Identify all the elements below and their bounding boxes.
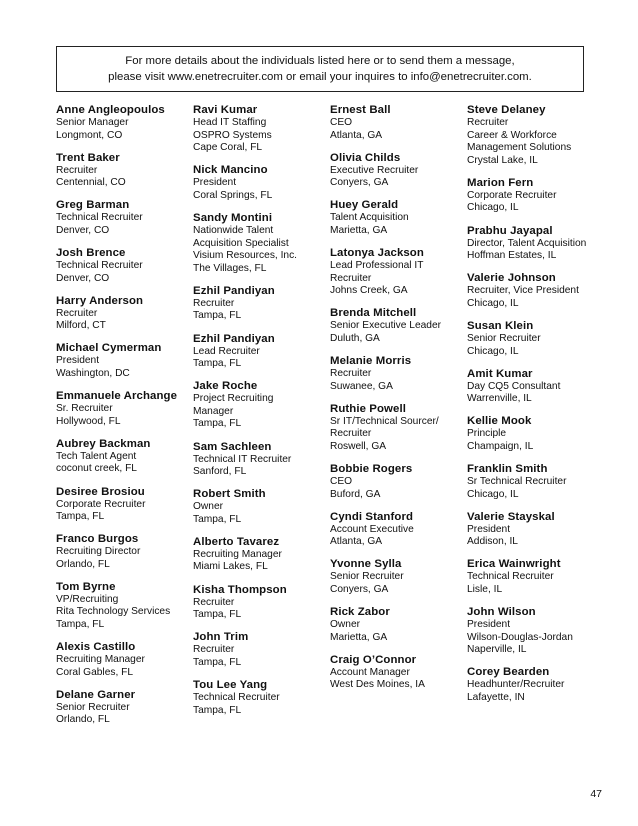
person-detail-line: Senior Manager [56, 117, 129, 128]
person-name: Franco Burgos [56, 533, 139, 546]
person-name: Desiree Brosiou [56, 485, 145, 498]
directory-entry [193, 103, 330, 155]
directory-entry [56, 688, 193, 727]
notice-line-2: please visit www.enetrecruiter.com or email your inquires to info@enetrecruiter.com. [108, 71, 532, 83]
person-name: Ernest Ball [330, 104, 391, 116]
person-detail-line: Technical IT Recruiter [193, 453, 292, 465]
contact-notice-box [56, 46, 584, 92]
directory-entry [193, 163, 330, 202]
person-detail-line: Suwanee, GA [330, 380, 393, 392]
person-name: Valerie Stayskal [467, 510, 555, 523]
person-name: Erica Wainwright [467, 558, 561, 571]
person-detail-line: Lafayette, IN [467, 691, 525, 703]
person-detail-line: Senior Recruiter [467, 332, 541, 344]
directory-entry [193, 630, 330, 669]
person-detail-line: OSPRO Systems [193, 129, 272, 141]
directory-entry [56, 246, 193, 285]
person-detail-line: Chicago, IL [467, 297, 519, 309]
person-name: Delane Garner [56, 688, 136, 701]
person-name: Cyndi Stanford [330, 510, 414, 523]
person-detail-line: Atlanta, GA [330, 129, 383, 141]
person-name: Alberto Tavarez [193, 535, 280, 548]
person-detail-line: Tampa, FL [193, 310, 242, 322]
directory-entry [193, 332, 330, 371]
person-name: Ezhil Pandiyan [193, 284, 275, 297]
person-detail-line: Project Recruiting [193, 393, 274, 405]
person-detail-line: Lead Professional IT [330, 260, 424, 272]
person-detail-line: Manager [193, 405, 234, 417]
directory-entry [330, 557, 467, 596]
person-detail-line: Headhunter/Recruiter [467, 679, 565, 691]
person-detail-line: Tech Talent Agent [56, 450, 137, 462]
directory-entry [56, 151, 193, 190]
person-detail-line: Career & Workforce [467, 129, 557, 141]
person-detail-line: Sr IT/Technical Sourcer/ [330, 415, 439, 427]
person-detail-line: President [467, 523, 511, 535]
person-detail-line: Addison, IL [467, 536, 518, 548]
person-detail-line: Talent Acquisition [330, 212, 409, 224]
person-detail-line: Tampa, FL [193, 513, 242, 525]
person-name: Corey Bearden [467, 666, 550, 679]
person-name: Olivia Childs [330, 151, 401, 164]
directory-entry [193, 678, 330, 717]
directory-entry [330, 510, 467, 549]
person-detail-line: Tampa, FL [193, 704, 242, 716]
person-name: Huey Gerald [330, 199, 399, 212]
directory-entry [467, 319, 596, 358]
person-name: Michael Cymerman [56, 342, 162, 355]
person-detail-line: Denver, CO [56, 272, 110, 284]
person-detail-line: Johns Creek, GA [330, 285, 408, 297]
directory-entry [56, 580, 193, 632]
person-detail-line: Head IT Staffing [193, 117, 267, 128]
person-detail-line: Miami Lakes, FL [193, 561, 268, 573]
directory-entry [330, 354, 467, 393]
person-name: Trent Baker [56, 151, 120, 164]
person-name: Kellie Mook [467, 415, 532, 428]
person-detail-line: Wilson-Douglas-Jordan [467, 631, 573, 643]
person-detail-line: Acquisition Specialist [193, 237, 289, 249]
person-name: Sandy Montini [193, 211, 273, 224]
person-detail-line: Roswell, GA [330, 440, 387, 452]
person-name: Marion Fern [467, 176, 534, 189]
person-detail-line: Buford, GA [330, 488, 381, 500]
person-detail-line: Sr Technical Recruiter [467, 476, 567, 487]
person-detail-line: Recruiter [193, 297, 235, 309]
person-detail-line: West Des Moines, IA [330, 679, 425, 691]
person-name: Amit Kumar [467, 367, 533, 380]
person-detail-line: Chicago, IL [467, 345, 519, 357]
person-name: John Wilson [467, 606, 536, 619]
directory-entry [467, 605, 596, 657]
person-name: Alexis Castillo [56, 641, 136, 654]
person-name: Ravi Kumar [193, 104, 258, 116]
person-detail-line: Recruiting Manager [56, 654, 145, 666]
directory-entry [193, 440, 330, 479]
directory-entry [193, 379, 330, 431]
directory-entry [56, 389, 193, 428]
person-name: Anne Angleopoulos [56, 104, 165, 116]
person-name: Ezhil Pandiyan [193, 332, 275, 345]
person-detail-line: Corporate Recruiter [467, 189, 557, 201]
person-detail-line: Conyers, GA [330, 177, 389, 189]
directory-entry [193, 535, 330, 574]
person-detail-line: Director, Talent Acquisition [467, 237, 587, 249]
directory-column-1 [56, 103, 193, 736]
directory-entry [467, 462, 596, 501]
directory-entry [56, 103, 193, 142]
person-name: Tou Lee Yang [193, 678, 268, 691]
person-detail-line: Cape Coral, FL [193, 142, 263, 154]
person-name: Steve Delaney [467, 104, 546, 116]
person-name: Latonya Jackson [330, 247, 424, 260]
person-detail-line: Conyers, GA [330, 583, 389, 595]
directory-entry [56, 294, 193, 333]
directory-entry [56, 640, 193, 679]
directory-entry [467, 271, 596, 310]
person-name: Kisha Thompson [193, 583, 287, 596]
directory-entry [330, 402, 467, 454]
person-name: Josh Brence [56, 247, 126, 260]
person-detail-line: Longmont, CO [56, 129, 123, 141]
person-detail-line: Technical Recruiter [56, 260, 143, 272]
person-detail-line: Rita Technology Services [56, 606, 171, 618]
person-detail-line: Recruiter [330, 272, 372, 284]
person-detail-line: Tampa, FL [193, 418, 242, 430]
person-detail-line: Recruiting Director [56, 546, 141, 558]
person-detail-line: President [56, 355, 100, 367]
person-name: Prabhu Jayapal [467, 224, 553, 237]
person-detail-line: Chicago, IL [467, 202, 519, 214]
person-name: Robert Smith [193, 488, 266, 501]
person-name: Aubrey Backman [56, 437, 151, 450]
person-detail-line: Recruiter [330, 428, 372, 440]
directory-column-2 [193, 103, 330, 736]
person-detail-line: Recruiter, Vice President [467, 285, 579, 297]
directory-column-3 [330, 103, 467, 736]
directory-entry [467, 665, 596, 704]
person-detail-line: Marietta, GA [330, 224, 388, 236]
person-detail-line: Technical Recruiter [193, 691, 280, 703]
person-detail-line: Hoffman Estates, IL [467, 250, 557, 262]
person-detail-line: Senior Executive Leader [330, 320, 441, 332]
person-name: Franklin Smith [467, 463, 548, 475]
person-detail-line: Sr. Recruiter [56, 403, 113, 415]
person-detail-line: Tampa, FL [193, 609, 242, 621]
person-name: Valerie Johnson [467, 272, 556, 285]
directory-entry [467, 557, 596, 596]
person-detail-line: Orlando, FL [56, 558, 110, 570]
directory-entry [330, 605, 467, 644]
person-name: Jake Roche [193, 380, 258, 393]
directory-entry [56, 532, 193, 571]
directory-entry [193, 211, 330, 275]
person-name: Susan Klein [467, 319, 534, 332]
person-detail-line: Centennial, CO [56, 177, 126, 189]
directory-entry [56, 341, 193, 380]
person-detail-line: Lisle, IL [467, 583, 503, 595]
directory-entry [330, 151, 467, 190]
notice-line-1: For more details about the individuals listed here or to send them a message, [125, 55, 515, 67]
directory-entry [330, 462, 467, 501]
person-detail-line: Tampa, FL [56, 511, 105, 523]
person-detail-line: CEO [330, 117, 353, 128]
directory-entry [467, 367, 596, 406]
person-detail-line: Senior Recruiter [56, 701, 130, 713]
directory-entry [330, 653, 467, 692]
person-name: Melanie Morris [330, 355, 412, 368]
directory-entry [330, 306, 467, 345]
person-detail-line: President [193, 177, 237, 189]
person-detail-line: Account Manager [330, 666, 410, 678]
person-detail-line: Lead Recruiter [193, 345, 260, 357]
directory-entry [56, 198, 193, 237]
person-detail-line: Recruiter [193, 644, 235, 656]
person-detail-line: Executive Recruiter [330, 164, 419, 176]
directory-entry [56, 437, 193, 476]
person-name: Nick Mancino [193, 164, 268, 177]
person-detail-line: Coral Springs, FL [193, 189, 273, 201]
person-detail-line: Corporate Recruiter [56, 498, 146, 510]
person-detail-line: Hollywood, FL [56, 415, 121, 427]
person-detail-line: Day CQ5 Consultant [467, 380, 561, 392]
person-name: Tom Byrne [56, 580, 116, 593]
person-detail-line: Sanford, FL [193, 466, 247, 478]
person-detail-line: Recruiter [56, 307, 98, 319]
person-detail-line: Owner [330, 619, 361, 631]
directory-columns [56, 103, 596, 736]
person-detail-line: coconut creek, FL [56, 463, 137, 475]
person-detail-line: Orlando, FL [56, 714, 110, 726]
directory-entry [467, 510, 596, 549]
person-detail-line: Crystal Lake, IL [467, 154, 538, 166]
person-detail-line: Coral Gables, FL [56, 666, 134, 678]
person-detail-line: Marietta, GA [330, 631, 388, 643]
directory-entry [467, 224, 596, 263]
person-detail-line: Naperville, IL [467, 644, 527, 656]
person-detail-line: Recruiting Manager [193, 548, 282, 560]
person-detail-line: Owner [193, 501, 224, 513]
person-detail-line: Warrenville, IL [467, 393, 532, 405]
person-detail-line: Denver, CO [56, 224, 110, 236]
directory-entry [193, 284, 330, 323]
person-name: Harry Anderson [56, 294, 144, 307]
person-detail-line: Tampa, FL [193, 358, 242, 370]
person-name: Greg Barman [56, 199, 130, 212]
person-name: Emmanuele Archange [56, 390, 178, 403]
person-detail-line: Duluth, GA [330, 332, 380, 344]
directory-entry [467, 414, 596, 453]
directory-entry [330, 246, 467, 298]
person-detail-line: Washington, DC [56, 368, 130, 380]
person-detail-line: Account Executive [330, 523, 414, 535]
person-detail-line: Technical Recruiter [467, 571, 554, 583]
person-name: John Trim [193, 631, 249, 644]
person-detail-line: Visium Resources, Inc. [193, 250, 297, 262]
directory-entry [330, 103, 467, 142]
person-detail-line: Tampa, FL [193, 656, 242, 668]
person-name: Bobbie Rogers [330, 463, 413, 475]
person-detail-line: Technical Recruiter [56, 212, 143, 224]
person-name: Yvonne Sylla [330, 558, 402, 571]
directory-column-4 [467, 103, 596, 736]
person-detail-line: Milford, CT [56, 320, 106, 332]
directory-entry [467, 176, 596, 215]
directory-entry [56, 485, 193, 524]
person-detail-line: The Villages, FL [193, 262, 267, 274]
person-detail-line: Champaign, IL [467, 440, 534, 452]
person-detail-line: Tampa, FL [56, 619, 105, 631]
person-detail-line: Recruiter [56, 164, 98, 176]
person-detail-line: Recruiter [467, 117, 509, 128]
directory-entry [330, 198, 467, 237]
person-name: Sam Sachleen [193, 440, 272, 453]
person-name: Rick Zabor [330, 606, 390, 619]
directory-entry [193, 487, 330, 526]
person-detail-line: Recruiter [330, 368, 372, 380]
person-detail-line: Atlanta, GA [330, 536, 383, 548]
person-detail-line: Chicago, IL [467, 488, 519, 500]
person-detail-line: CEO [330, 476, 353, 487]
directory-entry [193, 583, 330, 622]
person-detail-line: VP/Recruiting [56, 593, 119, 605]
directory-entry [467, 103, 596, 167]
person-detail-line: Senior Recruiter [330, 571, 404, 583]
person-name: Ruthie Powell [330, 402, 406, 415]
person-name: Brenda Mitchell [330, 307, 417, 320]
person-detail-line: Principle [467, 428, 507, 440]
person-name: Craig O’Connor [330, 653, 417, 666]
person-detail-line: President [467, 619, 511, 631]
page-number: 47 [590, 788, 602, 800]
person-detail-line: Nationwide Talent [193, 224, 274, 236]
person-detail-line: Management Solutions [467, 142, 572, 154]
person-detail-line: Recruiter [193, 596, 235, 608]
